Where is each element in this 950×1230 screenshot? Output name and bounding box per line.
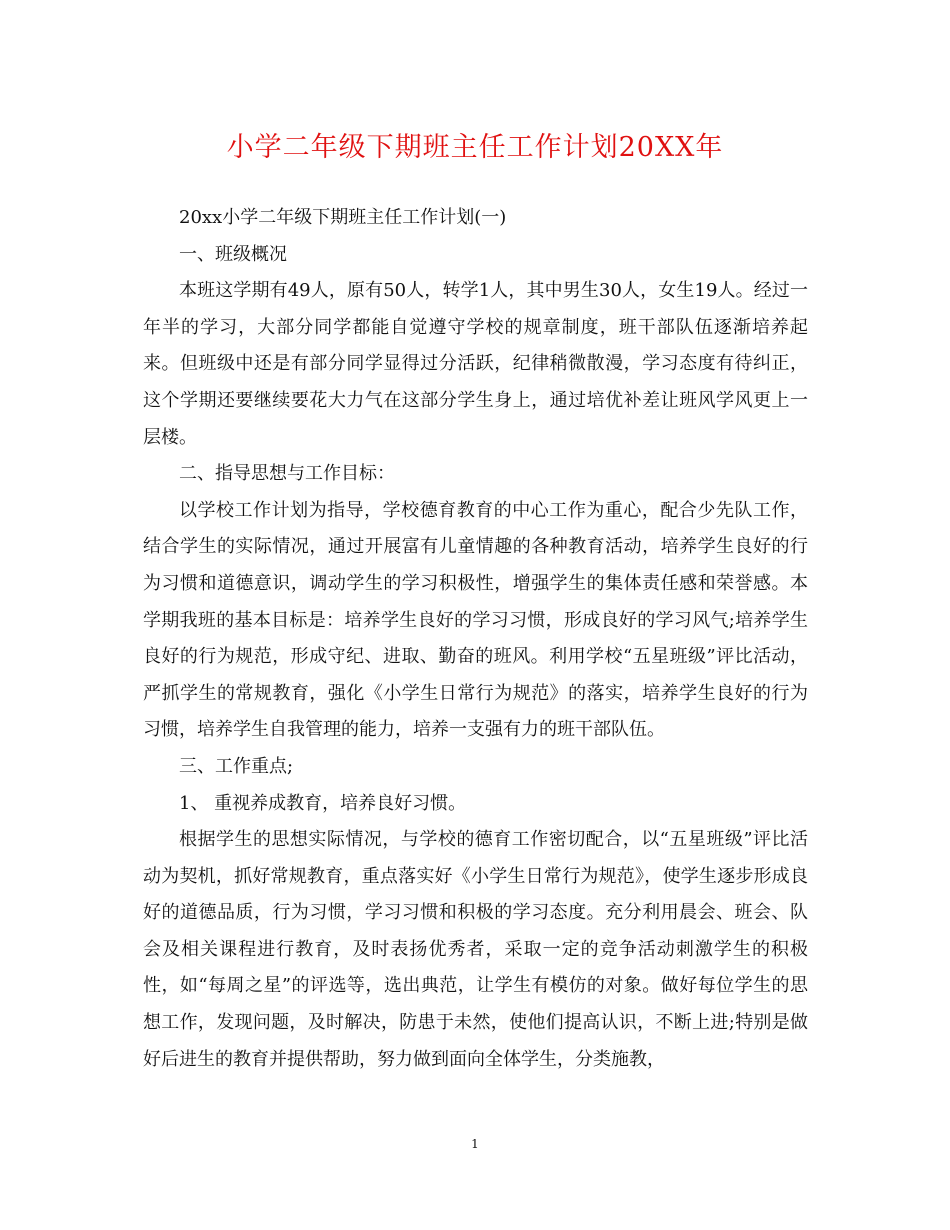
paragraph-habits: 根据学生的思想实际情况，与学校的德育工作密切配合，以“五星班级”评比活动为契机，抓好常规教育，重点落实好《小学生日常行为规范》，使学生逐步形成良好的道德品质，行为习惯，学习习惯和积极的学习态度。充分利用晨会、班会、队会及相关课程进行教育，及时表扬优秀者，采取一定的竞争活动刺激学生的积极性，如“每周之星”的评选等，选出典范，让学生有模仿的对象。做好每位学生的思想工作，发现问题，及时解决，防患于未然，使他们提高认识，不断上进;特别是做好后进生的教育并提供帮助，努力做到面向全体学生，分类施教， [143, 829, 808, 1070]
document-title: 小学二年级下期班主任工作计划20XX年 [226, 132, 724, 163]
paragraph-goals: 以学校工作计划为指导，学校德育教育的中心工作为重心，配合少先队工作，结合学生的实际情况，通过开展富有儿童情趣的各种教育活动，培养学生良好的行为习惯和道德意识，调动学生的学习积极性，增强学生的集体责任感和荣誉感。本学期我班的基本目标是：培养学生良好的学习习惯，形成良好的学习风气;培养学生良好的行为规范，形成守纪、进取、勤奋的班风。利用学校“五星班级”评比活动，严抓学生的常规教育，强化《小学生日常行为规范》的落实，培养学生良好的行为习惯，培养学生自我管理的能力，培养一支强有力的班干部队伍。 [143, 499, 808, 741]
section-heading-plan: 20xx小学二年级下期班主任工作计划(一) [179, 207, 507, 228]
paragraph-overview: 本班这学期有49人，原有50人，转学1人，其中男生30人，女生19人。经过一年半的学习，大部分同学都能自觉遵守学校的规章制度，班干部队伍逐渐培养起来。但班级中还是有部分同学显得过分活跃，纪律稍微散漫，学习态度有待纠正，这个学期还要继续要花大力气在这部分学生身上，通过培优补差让班风学风更上一层楼。 [143, 280, 808, 448]
document-body [143, 200, 808, 1078]
section-heading-focus: 三、工作重点; [179, 755, 294, 777]
subheading-habits: 1、 重视养成教育，培养良好习惯。 [179, 792, 467, 814]
section-heading-overview: 一、班级概况 [179, 243, 287, 265]
section-heading-goals: 二、指导思想与工作目标： [179, 463, 395, 485]
page-number: 1 [471, 1137, 479, 1151]
